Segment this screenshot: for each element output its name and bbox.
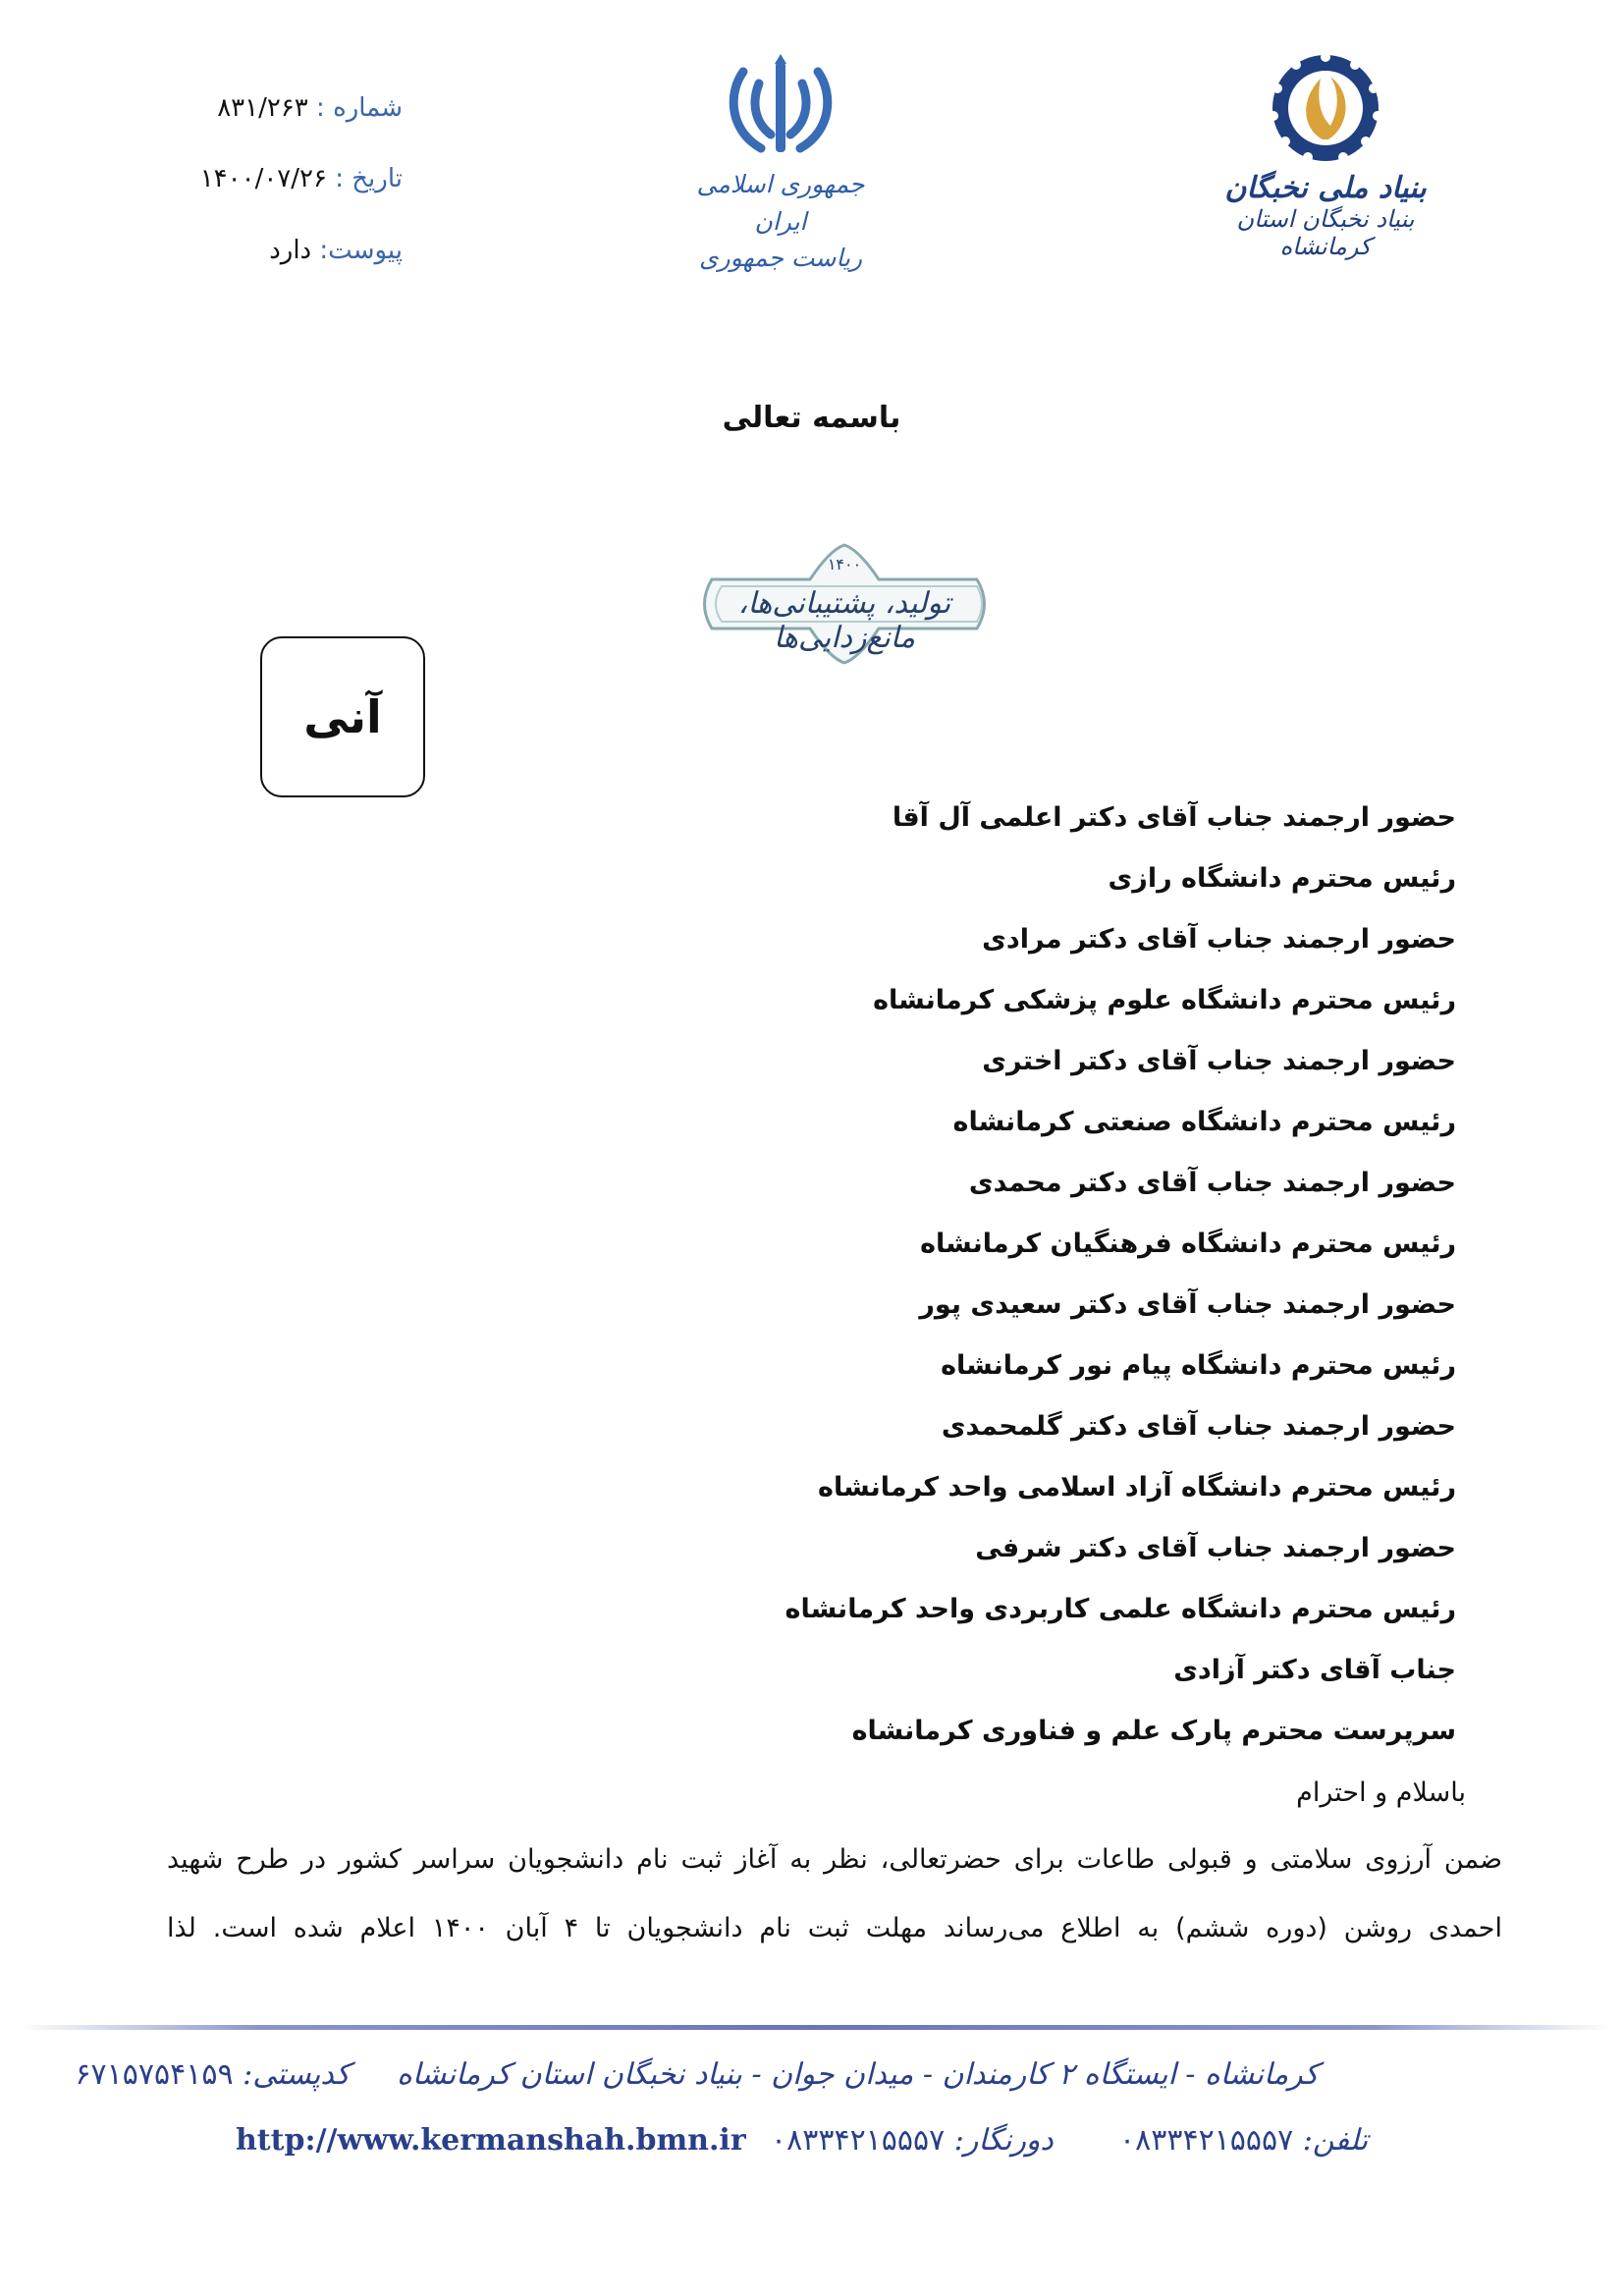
foundation-caption-national: بنیاد ملی نخبگان (1224, 171, 1427, 205)
recipient-line: جناب آقای دکتر آزادی (1173, 1655, 1456, 1685)
letter-number (147, 93, 403, 124)
recipient-line: حضور ارجمند جناب آقای دکتر اختری (982, 1046, 1456, 1076)
year-slogan-cartouche (682, 535, 1006, 673)
footer-divider (20, 2021, 1610, 2033)
footer-website-link[interactable]: http://www.kermanshah.bmn.ir (236, 2123, 746, 2158)
recipient-line: رئیس محترم دانشگاه رازی (1108, 863, 1456, 894)
footer-fax (771, 2123, 1054, 2158)
letter-date-label: تاریخ : (335, 164, 403, 193)
slogan-text: تولید، پشتیبانی‌ها، مانع‌زدایی‌ها (737, 586, 951, 655)
letter-attachment (147, 236, 403, 266)
letter-attachment-value: دارد (269, 236, 312, 265)
elite-foundation-logo-icon (1262, 49, 1389, 167)
recipient-line: رئیس محترم دانشگاه علوم پزشکی کرمانشاه (873, 985, 1456, 1015)
footer-address: کرمانشاه - ایستگاه ۲ کارمندان - میدان جوان - بنیاد نخبگان استان کرمانشاه (397, 2057, 1319, 2092)
iran-emblem-block (677, 54, 884, 272)
letter-date (147, 164, 403, 194)
body-paragraph-line: احمدی روشن (دوره ششم) به اطلاع می‌رساند مهلت ثبت نام دانشجویان تا ۴ آبان ۱۴۰۰ اعلام شده است. لذا (167, 1913, 1502, 1943)
emblem-caption-presidency: ریاست جمهوری (698, 244, 863, 272)
recipient-line: حضور ارجمند جناب آقای دکتر شرفی (975, 1533, 1456, 1563)
recipient-line: حضور ارجمند جناب آقای دکتر مرادی (982, 924, 1456, 955)
foundation-caption-provincial: بنیاد نخبگان استان کرمانشاه (1236, 205, 1415, 260)
recipient-line: رئیس محترم دانشگاه علمی کاربردی واحد کرمانشاه (784, 1594, 1456, 1624)
footer-phone (1119, 2123, 1368, 2158)
letter-attachment-label: پیوست: (319, 236, 403, 265)
greeting: باسلام و احترام (1296, 1777, 1466, 1808)
recipient-line: حضور ارجمند جناب آقای دکتر اعلمی آل آقا (892, 802, 1456, 833)
bismillah-heading: باسمه تعالی (722, 401, 901, 435)
recipient-line: حضور ارجمند جناب آقای دکتر محمدی (968, 1168, 1456, 1198)
recipient-line: رئیس محترم دانشگاه پیام نور کرمانشاه (941, 1350, 1456, 1381)
iran-emblem-icon (722, 54, 839, 162)
footer-phone-number: ۰۸۳۳۴۲۱۵۵۵۷ (1119, 2123, 1294, 2158)
letter-number-label: شماره : (316, 93, 403, 123)
footer-fax-number: ۰۸۳۳۴۲۱۵۵۵۷ (771, 2123, 946, 2158)
elite-foundation-logo-block (1222, 49, 1429, 275)
footer-postal-code: ۶۷۱۵۷۵۴۱۵۹ (75, 2057, 234, 2092)
recipient-line: رئیس محترم دانشگاه فرهنگیان کرمانشاه (920, 1229, 1456, 1259)
footer-phone-label: تلفن: (1302, 2123, 1369, 2158)
emblem-caption-country: جمهوری اسلامی ایران (696, 170, 865, 236)
recipient-line: حضور ارجمند جناب آقای دکتر گلمحمدی (941, 1411, 1456, 1442)
letter-number-value: ۸۳۱/۲۶۳ (217, 93, 308, 123)
footer-fax-label: دورنگار: (953, 2123, 1054, 2158)
recipient-line: رئیس محترم دانشگاه صنعتی کرمانشاه (952, 1107, 1456, 1137)
footer-address-line (75, 2057, 1319, 2092)
letter-date-value: ۱۴۰۰/۰۷/۲۶ (199, 164, 327, 193)
footer-postal-label: کدپستی: (243, 2057, 351, 2092)
urgent-badge: آنی (260, 636, 425, 797)
recipient-line: رئیس محترم دانشگاه آزاد اسلامی واحد کرمانشاه (818, 1472, 1456, 1503)
body-paragraph-line: ضمن آرزوی سلامتی و قبولی طاعات برای حضرتعالی، نظر به آغاز ثبت نام دانشجویان سراسر کشور در طرح شهید (167, 1844, 1502, 1875)
slogan-year: ۱۴۰۰ (827, 555, 862, 574)
recipient-line: حضور ارجمند جناب آقای دکتر سعیدی پور (919, 1289, 1456, 1320)
recipient-line: سرپرست محترم پارک علم و فناوری کرمانشاه (851, 1716, 1456, 1746)
